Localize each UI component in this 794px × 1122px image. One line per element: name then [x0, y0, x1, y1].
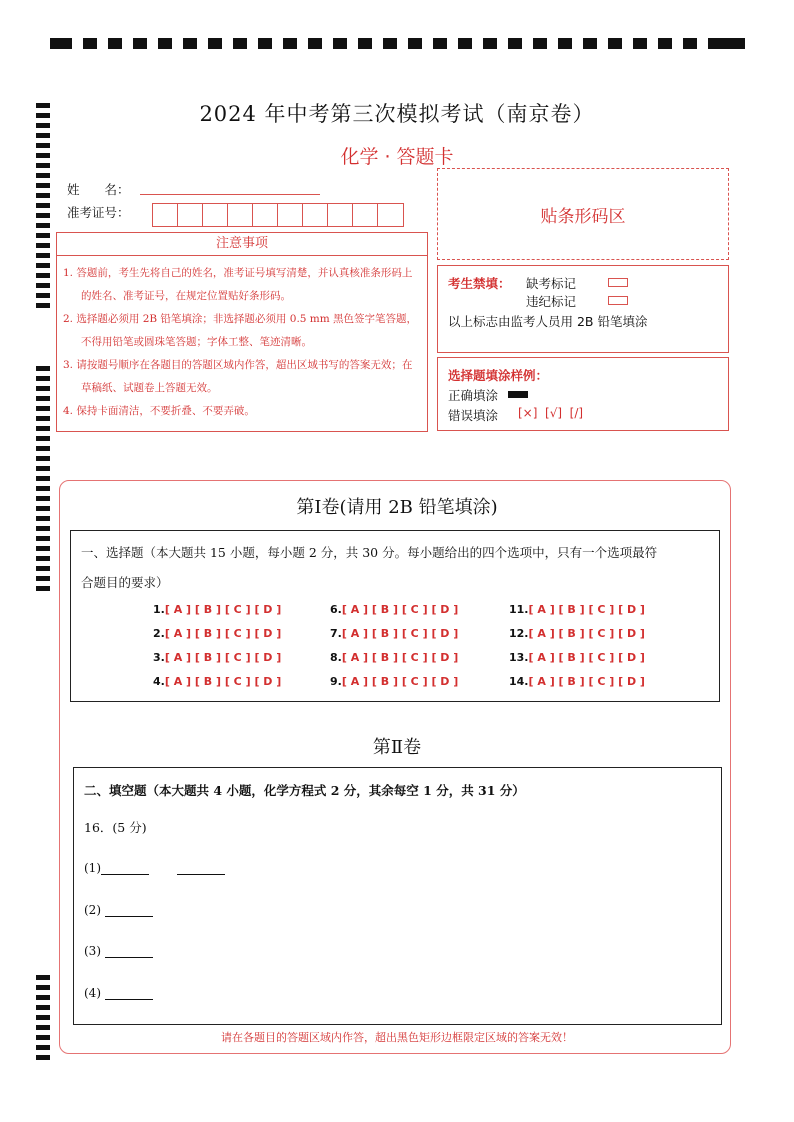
notice-box — [56, 232, 428, 432]
name-field[interactable] — [140, 194, 320, 195]
question-row[interactable]: 2.[ A ] [ B ] [ C ] [ D ] — [153, 627, 282, 640]
name-label: 姓 名： — [67, 182, 130, 197]
timing-mark — [36, 213, 50, 218]
part2-title: 第Ⅱ卷 — [372, 737, 422, 758]
violation-label: 违纪标记 — [526, 294, 577, 309]
question-row[interactable]: 11.[ A ] [ B ] [ C ] [ D ] — [509, 603, 645, 616]
question-row[interactable]: 13.[ A ] [ B ] [ C ] [ D ] — [509, 651, 645, 664]
question-row[interactable]: 3.[ A ] [ B ] [ C ] [ D ] — [153, 651, 282, 664]
wrong-label: 错误填涂 — [448, 408, 499, 423]
timing-mark — [36, 1015, 50, 1020]
question-row[interactable]: 4.[ A ] [ B ] [ C ] [ D ] — [153, 675, 282, 688]
notice-item: 4. 保持卡面清洁，不要折叠、不要弄破。 — [63, 405, 255, 417]
timing-mark — [36, 546, 50, 551]
timing-mark — [36, 526, 50, 531]
timing-mark — [36, 386, 50, 391]
timing-mark — [36, 406, 50, 411]
timing-mark — [36, 263, 50, 268]
timing-mark — [36, 293, 50, 298]
forbid-label: 考生禁填： — [448, 276, 511, 291]
exam-id-boxes[interactable] — [152, 203, 404, 227]
question-row[interactable]: 8.[ A ] [ B ] [ C ] [ D ] — [330, 651, 459, 664]
barcode-label: 贴条形码区 — [540, 206, 626, 227]
timing-mark — [36, 1045, 50, 1050]
timing-mark — [36, 466, 50, 471]
proctor-marks-box — [437, 265, 729, 353]
part1-title: 第Ⅰ卷(请用 2B 铅笔填涂) — [296, 497, 498, 518]
notice-item: 1. 答题前，考生先将自己的姓名，准考证号填写清楚，并认真核准条形码上的姓名、准考证号，在规定位置贴好条形码。 — [63, 267, 413, 302]
top-timing-marks — [50, 38, 745, 52]
timing-mark — [36, 416, 50, 421]
question-row[interactable]: 7.[ A ] [ B ] [ C ] [ D ] — [330, 627, 459, 640]
timing-mark — [36, 456, 50, 461]
timing-mark — [36, 203, 50, 208]
fill-sample-box — [437, 357, 729, 431]
correct-fill-mark — [508, 391, 528, 398]
timing-mark — [36, 173, 50, 178]
timing-mark — [36, 995, 50, 1000]
page-subtitle: 化学 · 答题卡 — [340, 146, 454, 168]
timing-mark — [36, 233, 50, 238]
timing-mark — [36, 243, 50, 248]
timing-mark — [36, 436, 50, 441]
timing-mark — [36, 566, 50, 571]
violation-mark-box[interactable] — [608, 296, 628, 305]
timing-mark — [36, 1055, 50, 1060]
timing-mark — [36, 1005, 50, 1010]
absent-label: 缺考标记 — [526, 276, 577, 291]
timing-mark — [36, 396, 50, 401]
absent-mark-box[interactable] — [608, 278, 628, 287]
correct-label: 正确填涂 — [448, 388, 499, 403]
blank-2[interactable]: (2) — [84, 903, 153, 917]
timing-mark — [36, 376, 50, 381]
timing-mark — [36, 253, 50, 258]
question-row[interactable]: 6.[ A ] [ B ] [ C ] [ D ] — [330, 603, 459, 616]
blank-1[interactable]: (1) — [84, 861, 225, 875]
timing-mark — [36, 303, 50, 308]
timing-mark — [36, 536, 50, 541]
notice-heading: 注意事项 — [57, 233, 427, 256]
footnote: 请在各题目的答题区域内作答，超出黑色矩形边框限定区域的答案无效！ — [221, 1031, 573, 1044]
timing-mark — [36, 586, 50, 591]
timing-mark — [36, 366, 50, 371]
timing-mark — [36, 283, 50, 288]
fill-section — [73, 767, 722, 1025]
timing-mark — [36, 183, 50, 188]
timing-mark — [36, 193, 50, 198]
timing-mark — [36, 426, 50, 431]
timing-mark — [36, 576, 50, 581]
forbid-note: 以上标志由监考人员用 2B 铅笔填涂 — [448, 314, 648, 329]
notice-item: 2. 选择题必须用 2B 铅笔填涂；非选择题必须用 0.5 mm 黑色签字笔答题，不得用铅笔或圆珠笔答题；字体工整、笔迹清晰。 — [63, 313, 418, 348]
fill-instruction: 二、填空题（本大题共 4 小题，化学方程式 2 分，其余每空 1 分，共 31 分） — [84, 783, 525, 798]
notice-item: 3. 请按题号顺序在各题目的答题区域内作答，超出区域书写的答案无效；在草稿纸、试题卷上答题无效。 — [63, 359, 413, 394]
timing-mark — [36, 223, 50, 228]
question-row[interactable]: 9.[ A ] [ B ] [ C ] [ D ] — [330, 675, 459, 688]
timing-mark — [36, 446, 50, 451]
page-title: 2024 年中考第三次模拟考试（南京卷） — [199, 102, 595, 126]
timing-mark — [36, 133, 50, 138]
question-row[interactable]: 1.[ A ] [ B ] [ C ] [ D ] — [153, 603, 282, 616]
sample-title: 选择题填涂样例： — [448, 368, 549, 383]
question-row[interactable]: 14.[ A ] [ B ] [ C ] [ D ] — [509, 675, 645, 688]
timing-mark — [36, 556, 50, 561]
choice-instruction-cont: 合题目的要求） — [81, 575, 169, 590]
timing-mark — [36, 476, 50, 481]
question-16-title: 16．(5 分) — [84, 820, 147, 835]
choice-instruction: 一、选择题（本大题共 15 小题，每小题 2 分，共 30 分。每小题给出的四个选项中，只有一个选项最符 — [81, 545, 658, 560]
timing-mark — [36, 975, 50, 980]
timing-mark — [36, 985, 50, 990]
exam-id-label: 准考证号： — [67, 205, 130, 220]
timing-mark — [36, 273, 50, 278]
barcode-area — [437, 168, 729, 260]
timing-mark — [36, 486, 50, 491]
wrong-marks: [×] [√] [/] — [518, 406, 584, 420]
question-row[interactable]: 12.[ A ] [ B ] [ C ] [ D ] — [509, 627, 645, 640]
blank-3[interactable]: (3) — [84, 944, 153, 958]
blank-4[interactable]: (4) — [84, 986, 153, 1000]
